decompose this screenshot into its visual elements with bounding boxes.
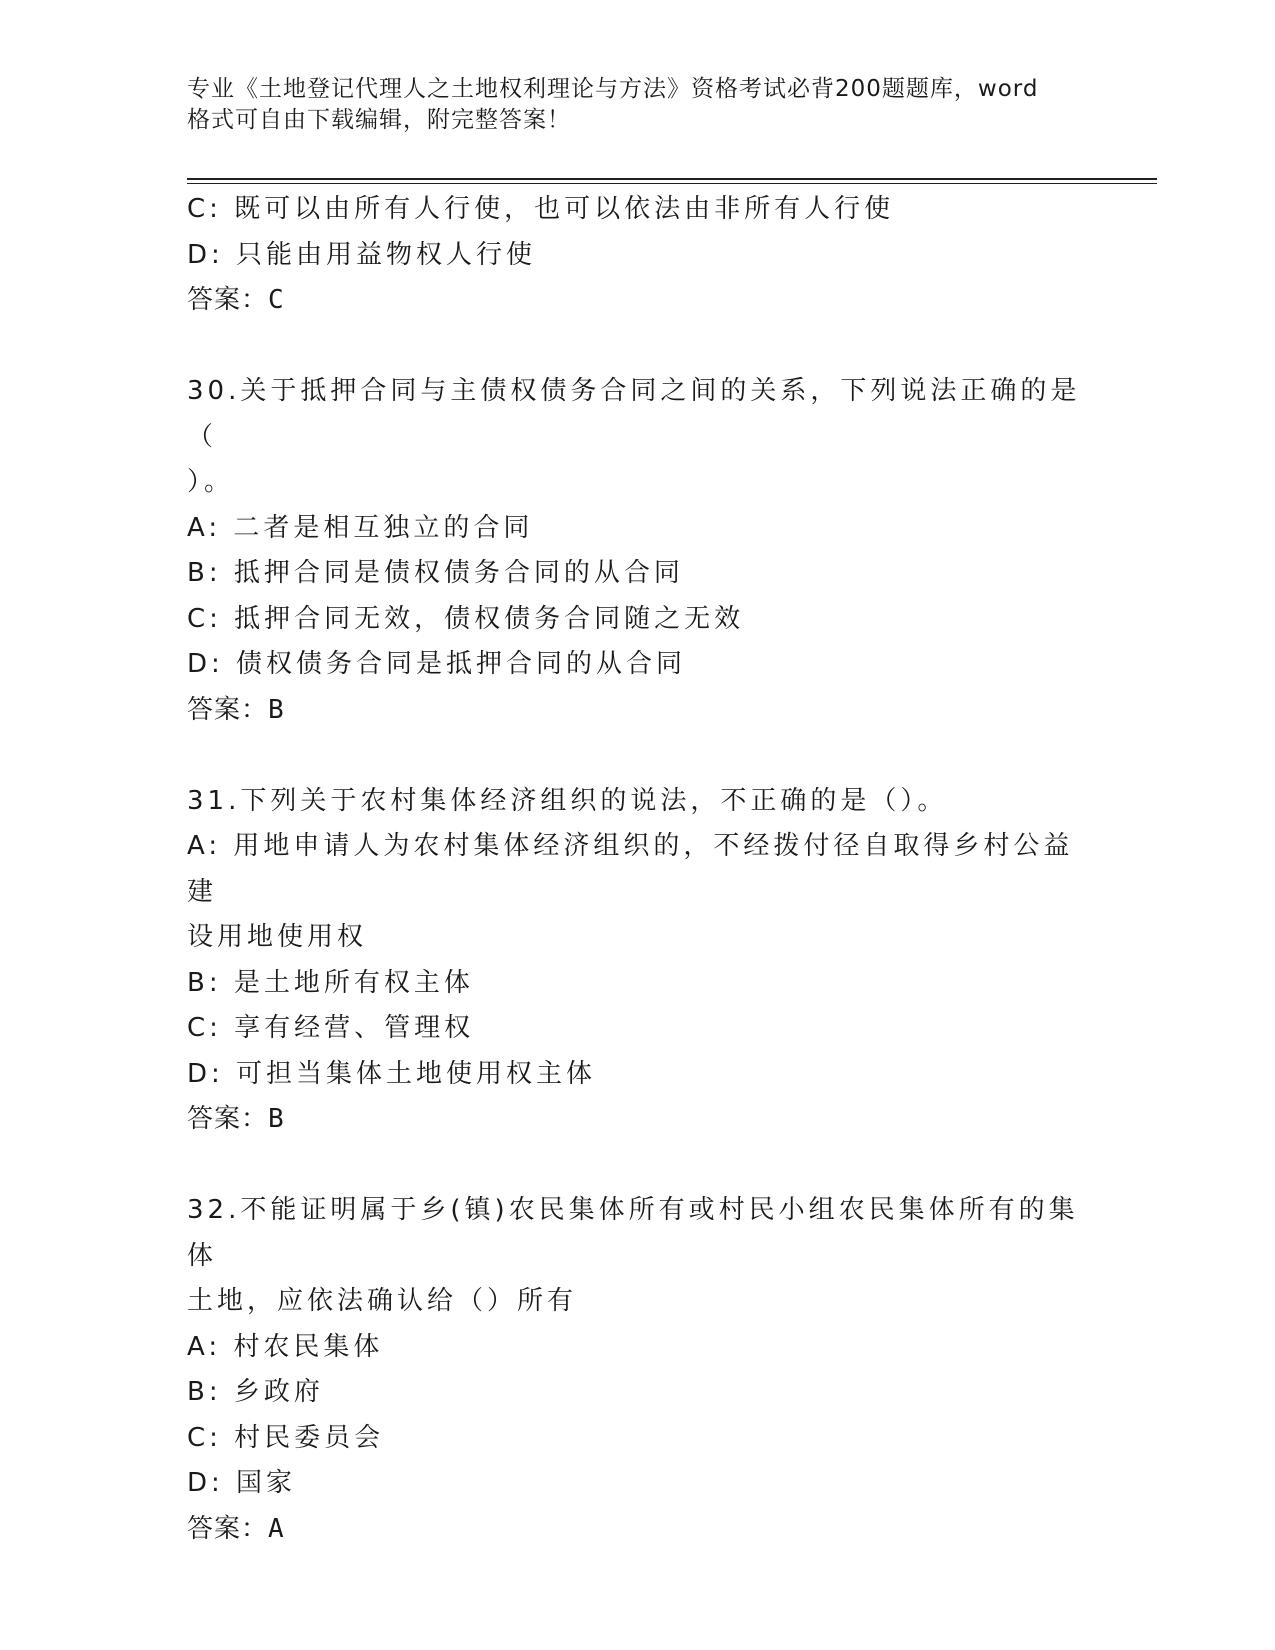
document-header — [187, 74, 1087, 136]
option-b: B: 乡政府 — [187, 1377, 324, 1407]
question-title-line: 土地，应依法确认给（）所有 — [187, 1286, 578, 1316]
option-d: D: 债权债务合同是抵押合同的从合同 — [187, 649, 687, 679]
question-31 — [187, 779, 1087, 1143]
option-c: C: 抵押合同无效，债权债务合同随之无效 — [187, 603, 745, 634]
option-a: A: 二者是相互独立的合同 — [187, 512, 534, 543]
option-c: C: 既可以由所有人行使，也可以依法由非所有人行使 — [187, 194, 895, 224]
question-32 — [187, 1188, 1087, 1552]
option-b: B: 抵押合同是债权债务合同的从合同 — [187, 558, 684, 588]
question-title-line: ）。 — [187, 467, 235, 497]
answer-line: 答案：B — [187, 694, 285, 725]
header-line-1: 专业《土地登记代理人之土地权利理论与方法》资格考试必背200题题库，word — [187, 76, 1039, 102]
spacer — [187, 324, 1087, 370]
option-a: A: 村农民集体 — [187, 1331, 384, 1362]
spacer — [187, 1143, 1087, 1189]
option-d: D: 国家 — [187, 1468, 297, 1498]
option-c: C: 村民委员会 — [187, 1422, 385, 1453]
header-divider-thin — [187, 183, 1157, 184]
question-29-tail — [187, 187, 1087, 324]
option-b: B: 是土地所有权主体 — [187, 967, 474, 998]
answer-line: 答案：B — [187, 1104, 285, 1134]
header-divider-thick — [187, 178, 1157, 180]
answer-line: 答案：A — [187, 1513, 285, 1544]
question-list — [187, 187, 1087, 1552]
answer-line: 答案：C — [187, 285, 285, 315]
option-d: D: 可担当集体土地使用权主体 — [187, 1058, 597, 1089]
header-line-2: 格式可自由下载编辑，附完整答案！ — [187, 107, 571, 133]
question-title-line: 32.不能证明属于乡(镇)农民集体所有或村民小组农民集体所有的集体 — [187, 1195, 1079, 1271]
option-a: A: 用地申请人为农村集体经济组织的，不经拨付径自取得乡村公益建 — [187, 831, 1074, 907]
question-title-line: 30.关于抵押合同与主债权债务合同之间的关系，下列说法正确的是（ — [187, 376, 1081, 452]
option-c: C: 享有经营、管理权 — [187, 1013, 475, 1043]
question-title-line: 31.下列关于农村集体经济组织的说法，不正确的是（）。 — [187, 785, 948, 816]
option-a-continued: 设用地使用权 — [187, 922, 368, 952]
spacer — [187, 733, 1087, 779]
option-d: D: 只能由用益物权人行使 — [187, 239, 537, 270]
question-30 — [187, 369, 1087, 733]
